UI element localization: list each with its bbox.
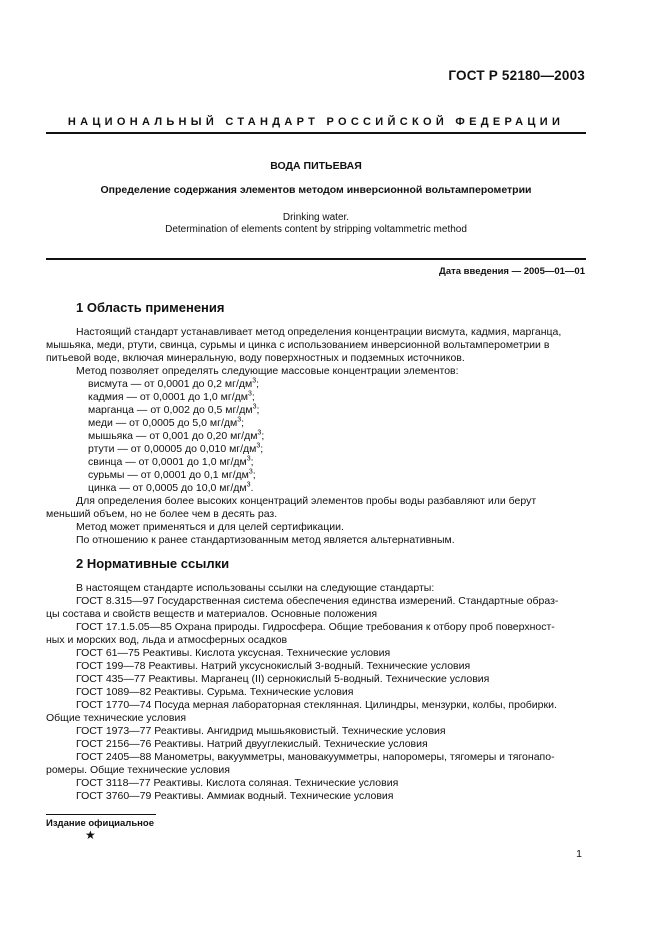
reference-item: ГОСТ 3760—79 Реактивы. Аммиак водный. Технические условия xyxy=(76,790,394,802)
reference-item-cont: цы состава и свойств веществ и материалов. Основные положения xyxy=(46,608,378,620)
range-item: меди — от 0,0005 до 5,0 $мг/дм^3$; xyxy=(88,416,245,429)
reference-item: ГОСТ 8.315—97 Государственная система обеспечения единства измерений. Стандартные образ- xyxy=(76,595,559,607)
paragraph-line: Для определения более высоких концентраций элементов пробы воды разбавляют или берут xyxy=(76,495,537,507)
range-item: мышьяка — от 0,001 до 0,20 $мг/дм^3$; xyxy=(88,429,265,442)
introduction-date: Дата введения — 2005—01—01 xyxy=(439,266,585,277)
section-2-body xyxy=(46,582,586,803)
national-standard-banner: НАЦИОНАЛЬНЫЙ СТАНДАРТ РОССИЙСКОЙ ФЕДЕРАЦИИ xyxy=(67,116,565,128)
paragraph-line: Настоящий стандарт устанавливает метод определения концентрации висмута, кадмия, марганца, xyxy=(76,326,562,338)
star-icon: ★ xyxy=(85,828,96,842)
paragraph-line: Метод может применяться и для целей сертификации. xyxy=(76,521,344,533)
section-2-heading: 2 Нормативные ссылки xyxy=(76,556,230,571)
paragraph-line: По отношению к ранее стандартизованным метод является альтернативным. xyxy=(76,534,455,546)
document-code: ГОСТ Р 52180—2003 xyxy=(448,68,585,83)
reference-item: ГОСТ 1770—74 Посуда мерная лабораторная стеклянная. Цилиндры, мензурки, колбы, пробирки. xyxy=(76,699,557,711)
reference-item: ГОСТ 61—75 Реактивы. Кислота уксусная. Технические условия xyxy=(76,647,391,659)
title-divider xyxy=(46,258,586,260)
paragraph-line: питьевой воде, включая минеральную, воду поверхностных и подземных источников. xyxy=(46,352,465,364)
page-number: 1 xyxy=(576,848,582,860)
paragraph-line: мышьяка, меди, ртути, свинца, сурьмы и цинка с использованием инверсионной вольтамперометрии в xyxy=(46,339,550,351)
document-subtitle: Определение содержания элементов методом инверсионной вольтамперометрии xyxy=(100,184,532,196)
reference-item: ГОСТ 435—77 Реактивы. Марганец (II) сернокислый 5-водный. Технические условия xyxy=(76,673,490,685)
paragraph-line: В настоящем стандарте использованы ссылки на следующие стандарты: xyxy=(76,582,435,594)
paragraph-line: Метод позволяет определять следующие массовые концентрации элементов: xyxy=(76,365,459,377)
reference-item: ГОСТ 199—78 Реактивы. Натрий уксуснокислый 3-водный. Технические условия xyxy=(76,660,471,672)
reference-item: ГОСТ 3118—77 Реактивы. Кислота соляная. Технические условия xyxy=(76,777,399,789)
range-item: висмута — от 0,0001 до 0,2 $мг/дм^3$; xyxy=(88,377,260,390)
reference-item: ГОСТ 1089—82 Реактивы. Сурьма. Технические условия xyxy=(76,686,354,698)
range-item: цинка — от 0,0005 до 10,0 $мг/дм^3$. xyxy=(88,481,254,494)
reference-item: ГОСТ 2156—76 Реактивы. Натрий двууглекислый. Технические условия xyxy=(76,738,428,750)
top-divider xyxy=(46,132,586,134)
reference-item: ГОСТ 2405—88 Манометры, вакуумметры, мановакуумметры, напоромеры, тягомеры и тягонапо- xyxy=(76,751,555,763)
range-item: марганца — от 0,002 до 0,5 $мг/дм^3$; xyxy=(88,403,260,416)
reference-item-cont: Общие технические условия xyxy=(46,712,187,724)
english-title-line2: Determination of elements content by stripping voltammetric method xyxy=(165,224,467,235)
reference-item-cont: ромеры. Общие технические условия xyxy=(46,764,230,776)
footer-divider xyxy=(46,814,156,815)
english-title-line1: Drinking water. xyxy=(282,212,350,223)
range-item: кадмия — от 0,0001 до 1,0 $мг/дм^3$; xyxy=(88,390,255,403)
section-1-body xyxy=(46,326,586,547)
range-item: сурьмы — от 0,0001 до 0,1 $мг/дм^3$; xyxy=(88,468,256,481)
range-item: ртути — от 0,00005 до 0,010 $мг/дм^3$; xyxy=(88,442,264,455)
reference-item: ГОСТ 17.1.5.05—85 Охрана природы. Гидросфера. Общие требования к отбору проб поверхност- xyxy=(76,621,555,633)
reference-item: ГОСТ 1973—77 Реактивы. Ангидрид мышьяковистый. Технические условия xyxy=(76,725,446,737)
range-item: свинца — от 0,0001 до 1,0 $мг/дм^3$; xyxy=(88,455,254,468)
english-title xyxy=(46,212,586,236)
section-1-heading: 1 Область применения xyxy=(76,300,225,315)
document-title: ВОДА ПИТЬЕВАЯ xyxy=(270,160,362,172)
paragraph-line: меньший объем, но не более чем в десять раз. xyxy=(46,508,278,520)
official-edition-label: Издание официальное xyxy=(46,818,154,829)
reference-item-cont: ных и морских вод, льда и атмосферных осадков xyxy=(46,634,288,646)
